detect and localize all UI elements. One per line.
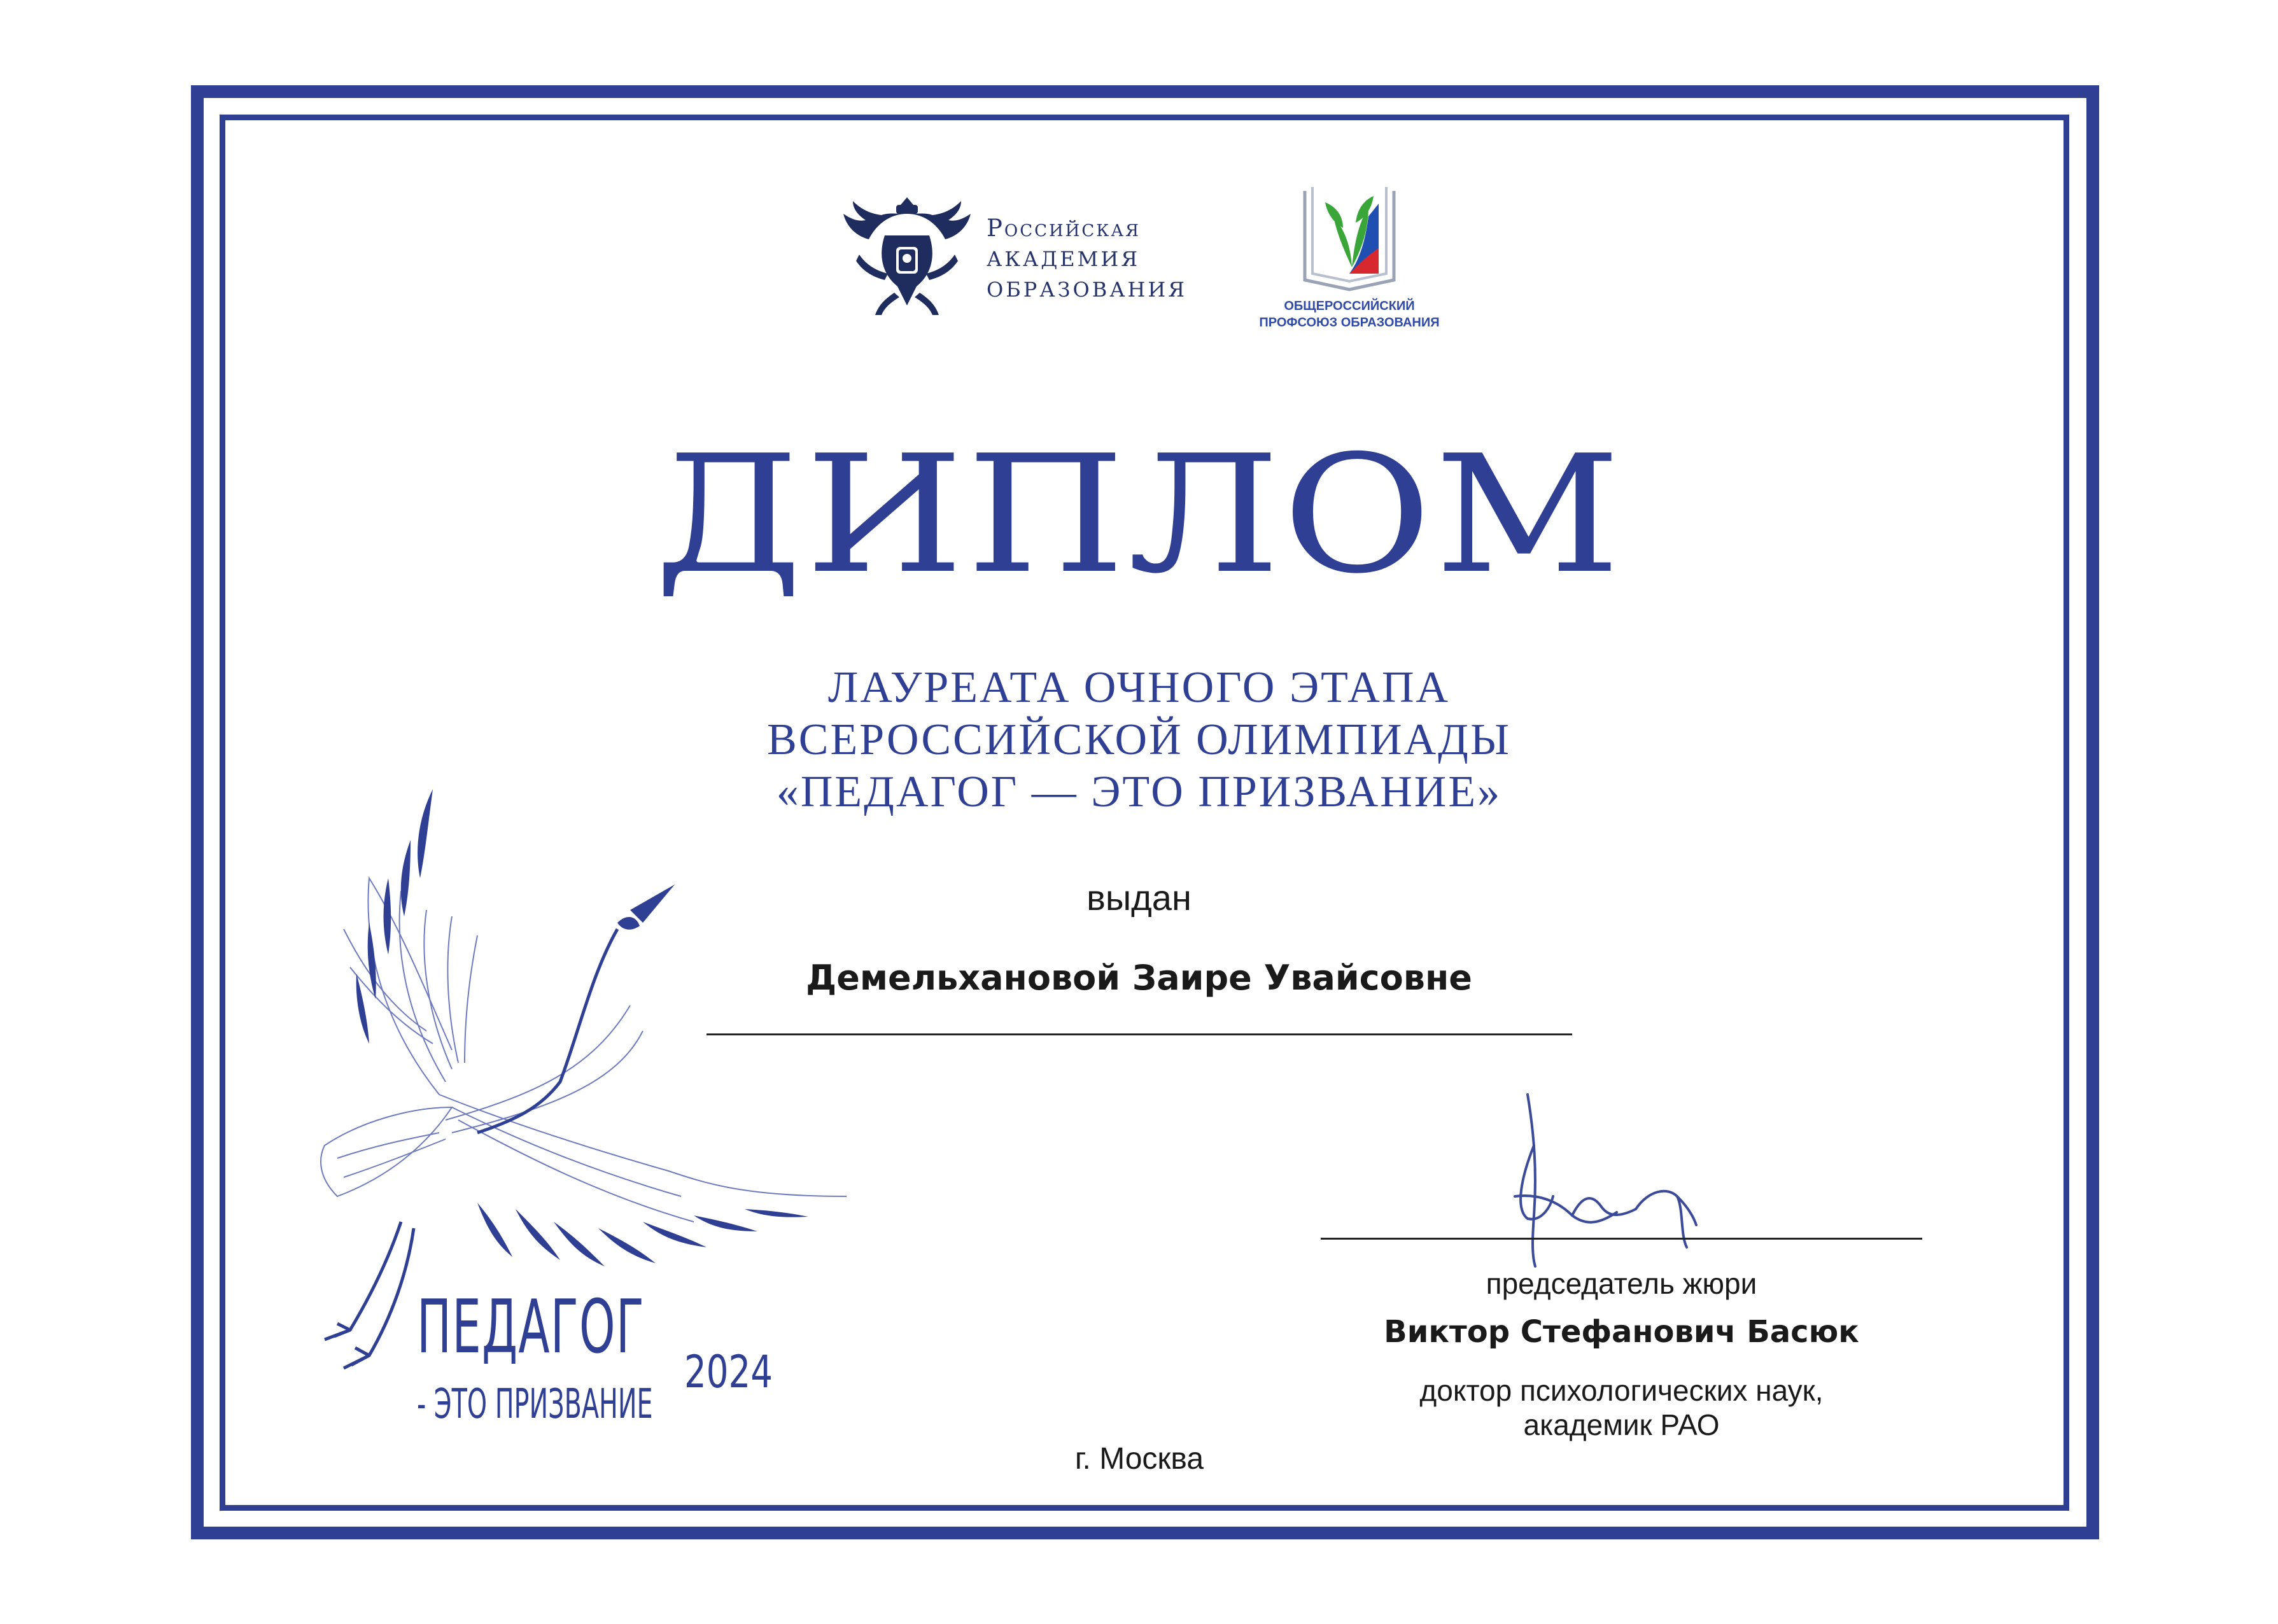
issued-label: выдан: [1086, 878, 1192, 918]
rao-wordmark: [987, 213, 1203, 305]
double-headed-eagle-emblem-icon: [840, 191, 974, 318]
recipient-name: Демельхановой Заире Увайсовне: [806, 958, 1472, 998]
rao-line-1: Российская: [987, 214, 1141, 242]
rao-line-3: ОБРАЗОВАНИЯ: [987, 277, 1188, 302]
event-logo-tagline: - ЭТО ПРИЗВАНИЕ: [417, 1381, 653, 1428]
signatory-degree: [1318, 1373, 1925, 1442]
rao-line-2: АКАДЕМИЯ: [987, 247, 1141, 271]
handwritten-signature-icon: [1489, 1082, 1731, 1273]
book-leaf-flag-logo-icon: [1298, 178, 1400, 293]
subtitle-line-1: ЛАУРЕАТА ОЧНОГО ЭТАПА: [827, 663, 1451, 712]
signatory-degree-line-1: доктор психологических наук,: [1419, 1374, 1824, 1407]
profsoyuz-line-2: ПРОФСОЮЗ ОБРАЗОВАНИЯ: [1259, 316, 1440, 330]
subtitle-line-2: ВСЕРОССИЙСКОЙ ОЛИМПИАДЫ: [767, 715, 1511, 764]
signature-line: [1321, 1238, 1922, 1240]
event-logo-year: 2024: [684, 1346, 773, 1398]
signatory-name: Виктор Стефанович Басюк: [1384, 1314, 1859, 1350]
subtitle-line-3: «ПЕДАГОГ — ЭТО ПРИЗВАНИЕ»: [776, 767, 1502, 816]
page-title: ДИПЛОМ: [654, 421, 1624, 610]
profsoyuz-line-1: ОБЩЕРОССИЙСКИЙ: [1284, 299, 1415, 313]
signatory-degree-line-2: академик РАО: [1523, 1408, 1720, 1441]
signatory-role: председатель жюри: [1486, 1267, 1757, 1300]
city: г. Москва: [1074, 1442, 1204, 1476]
event-logo-name: ПЕДАГОГ: [417, 1284, 645, 1370]
profsoyuz-wordmark: [1225, 298, 1473, 331]
